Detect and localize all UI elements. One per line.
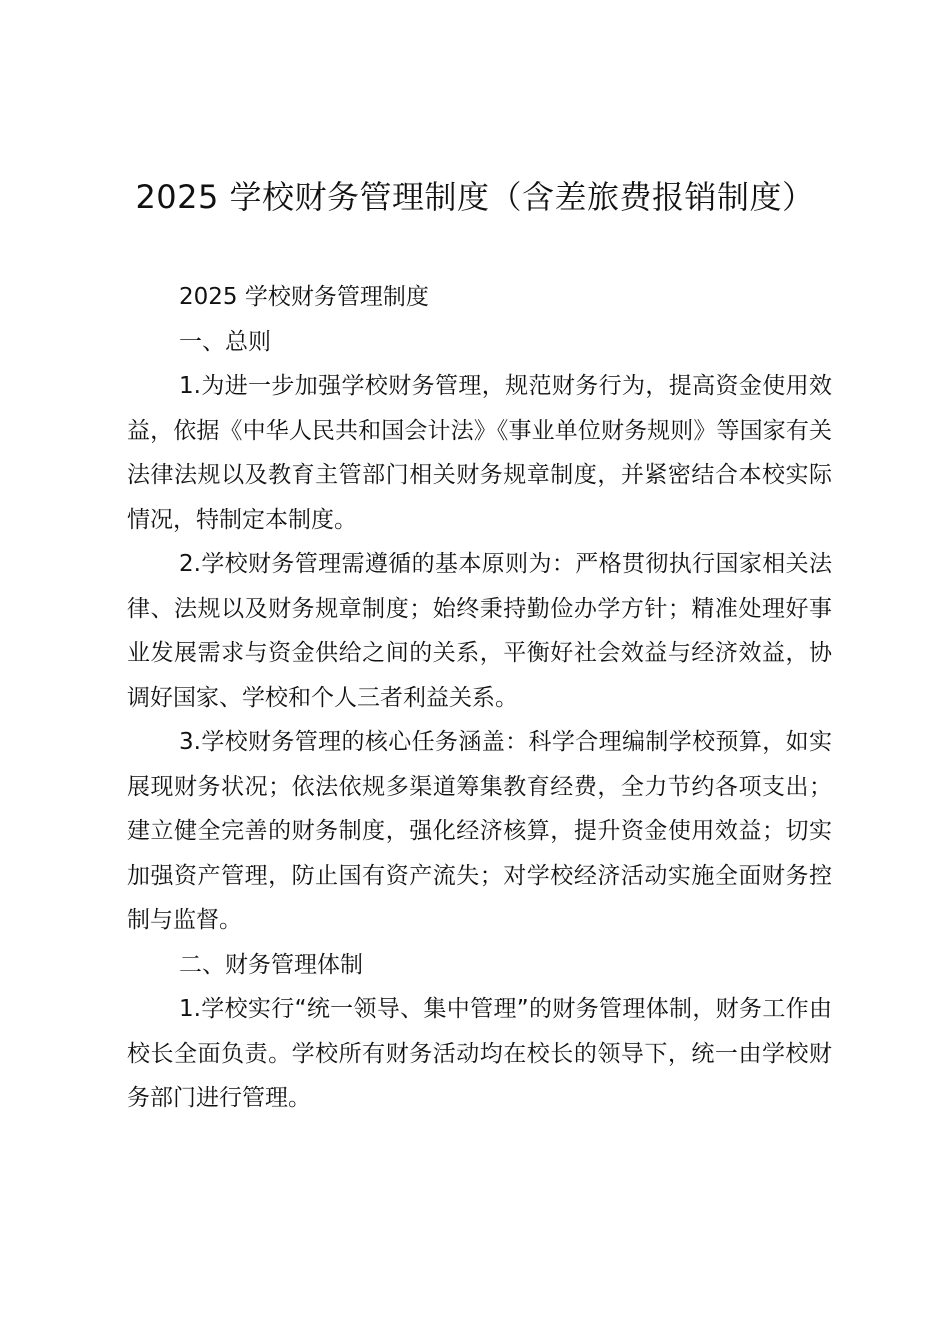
document-title: 2025 学校财务管理制度（含差旅费报销制度） [135, 178, 815, 216]
section-heading: 一、总则 [179, 328, 271, 355]
paragraph: 2.学校财务管理需遵循的基本原则为：严格贯彻执行国家相关法律、法规以及财务规章制度；始终秉持勤俭办学方针；精准处理好事业发展需求与资金供给之间的关系，平衡好社会效益与经济效益，协调好国家、学校和个人三者利益关系。 [127, 551, 832, 711]
section-heading: 二、财务管理体制 [179, 951, 363, 978]
document-subtitle: 2025 学校财务管理制度 [179, 284, 429, 310]
document-body [127, 275, 832, 1121]
paragraph: 3.学校财务管理的核心任务涵盖：科学合理编制学校预算，如实展现财务状况；依法依规多渠道筹集教育经费，全力节约各项支出；建立健全完善的财务制度，强化经济核算，提升资金使用效益；切实加强资产管理，防止国有资产流失；对学校经济活动实施全面财务控制与监督。 [127, 729, 832, 933]
paragraph: 1.为进一步加强学校财务管理，规范财务行为，提高资金使用效益，依据《中华人民共和国会计法》《事业单位财务规则》等国家有关法律法规以及教育主管部门相关财务规章制度，并紧密结合本校实际情况，特制定本制度。 [127, 373, 832, 533]
paragraph: 1.学校实行“统一领导、集中管理”的财务管理体制，财务工作由校长全面负责。学校所有财务活动均在校长的领导下，统一由学校财务部门进行管理。 [127, 996, 832, 1111]
